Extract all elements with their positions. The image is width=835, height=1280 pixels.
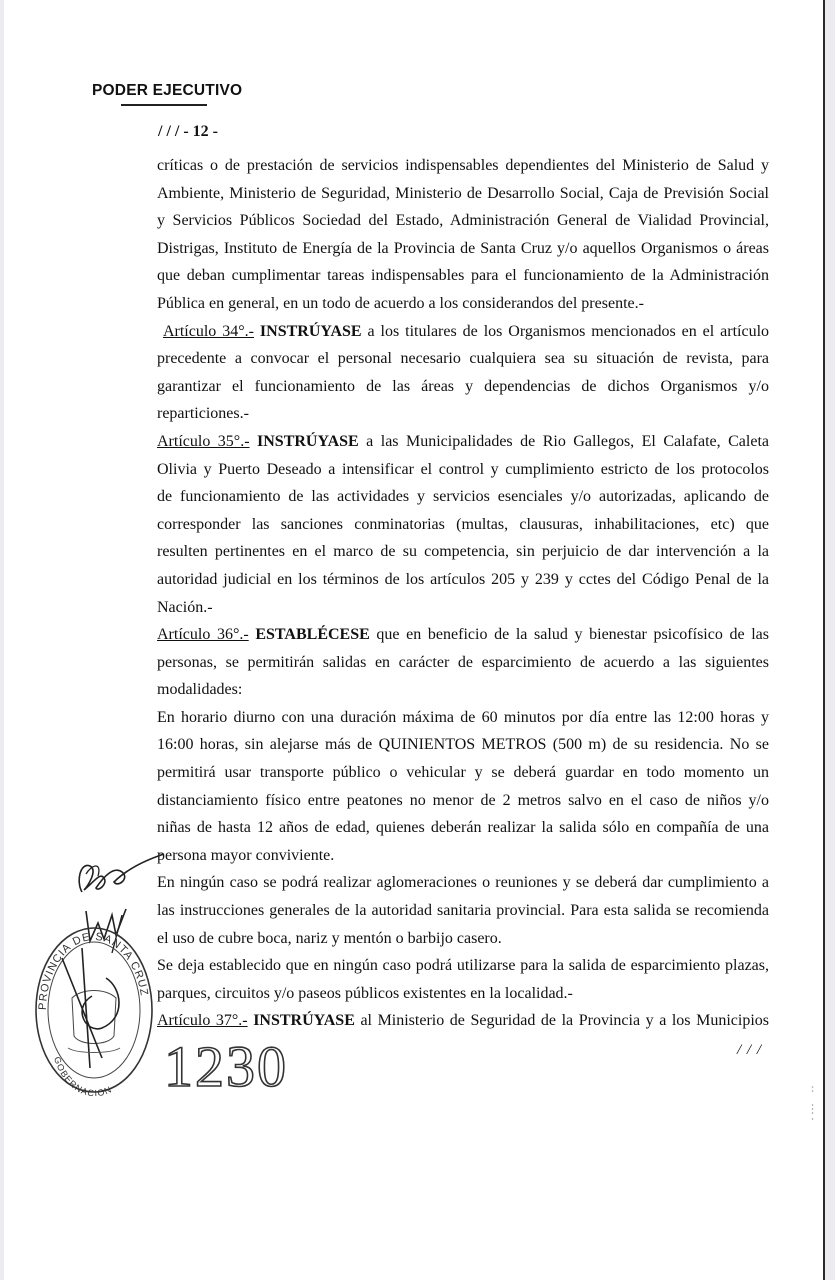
- decree-number-stamp: 1230: [164, 1034, 288, 1099]
- text-line: Nación.-: [157, 598, 213, 616]
- text-line: [157, 428, 769, 456]
- article-36: [157, 621, 769, 1007]
- scroll-indicator: [811, 1085, 814, 1125]
- paragraph-continuation: [157, 152, 769, 318]
- text-line: corresponder las sanciones conminatorias (multas, clausuras, inhabilitaciones, etc) que: [157, 515, 769, 533]
- article-35: [157, 428, 769, 621]
- text-line: de funcionamiento de las actividades y servicios esenciales y/o autorizadas, aplicando de: [157, 488, 769, 506]
- seal-top-text: PROVINCIA DE SANTA CRUZ: [36, 930, 151, 1011]
- text-line: que deban cumplimentar tareas indispensables para el funcionamiento de la Administración: [157, 267, 769, 285]
- text-line: y Servicios Públicos Sociedad del Estado, Administración General de Vialidad Provincial,: [157, 212, 769, 230]
- svg-text:PROVINCIA DE SANTA CRUZ: [37, 931, 150, 1010]
- text-line: resulten pertinentes en el marco de su competencia, sin perjuicio de dar intervención a la: [157, 543, 769, 561]
- article-text: que en beneficio de la salud y bienestar psicofísico de las: [369, 626, 770, 644]
- text-line: garantizar el funcionamiento de las áreas y dependencias de dichos Organismos y/o: [157, 377, 769, 395]
- text-line: Se deja establecido que en ningún caso podrá utilizarse para la salida de esparcimiento plazas,: [157, 957, 769, 975]
- official-seal-icon: [32, 918, 160, 1096]
- article-verb: ESTABLÉCESE: [255, 626, 370, 644]
- article-verb: INSTRÚYASE: [259, 322, 362, 340]
- article-37: [157, 1007, 769, 1035]
- text-line: modalidades:: [157, 681, 243, 699]
- document-page: [4, 0, 825, 1280]
- text-line: Ambiente, Ministerio de Seguridad, Ministerio de Desarrollo Social, Caja de Previsión Social: [157, 184, 769, 202]
- text-line: autoridad judicial en los términos de los artículos 205 y 239 y cctes del Código Penal de la: [157, 570, 769, 588]
- article-label: Artículo 34°.-: [162, 322, 254, 340]
- text-line: parques, circuitos y/o paseos públicos existentes en la localidad.-: [157, 984, 573, 1002]
- signature-icon: [74, 852, 166, 902]
- text-line: [157, 318, 769, 346]
- text-line: precedente a convocar el personal necesario cualquiera sea su situación de revista, para: [157, 350, 769, 368]
- text-line: el uso de cubre boca, nariz y mentón o barbijo casero.: [157, 929, 502, 947]
- text-line: críticas o de prestación de servicios indispensables dependientes del Ministerio de Salud y: [157, 157, 769, 174]
- article-verb: INSTRÚYASE: [257, 432, 359, 450]
- text-line: permitirá usar transporte público o vehicular y se deberá guardar en todo momento un: [157, 764, 769, 782]
- text-line: persona mayor conviviente.: [157, 846, 335, 864]
- text-line: niñas de hasta 12 años de edad, quienes deberán realizar la salida sólo en compañía de una: [157, 819, 769, 837]
- text-line: Distrigas, Instituto de Energía de la Provincia de Santa Cruz y/o aquellos Organismos o áreas: [157, 239, 769, 257]
- article-verb: INSTRÚYASE: [253, 1012, 355, 1030]
- text-line: 16:00 horas, sin alejarse más de QUINIENTOS METROS (500 m) de su residencia. No se: [157, 736, 769, 754]
- document-body: [157, 152, 769, 1035]
- article-label: Artículo 35°.-: [157, 432, 250, 450]
- article-text: al Ministerio de Seguridad de la Provincia y a los Municipios: [354, 1012, 770, 1030]
- continuation-mark: / / /: [737, 1042, 763, 1058]
- text-line: personas, se permitirán salidas en carácter de esparcimiento de acuerdo a las siguientes: [157, 653, 769, 671]
- text-line: [157, 1007, 769, 1035]
- seal-bottom-text: GOBERNACION: [52, 1055, 114, 1096]
- text-line: distanciamiento físico entre peatones no menor de 2 metros salvo en el caso de niños y/o: [157, 791, 769, 809]
- article-text: a los titulares de los Organismos mencionados en el artículo: [361, 322, 770, 340]
- text-line: las instrucciones generales de la autoridad sanitaria provincial. Para esta salida se recomienda: [157, 902, 769, 920]
- text-line: [157, 621, 769, 649]
- text-line: En horario diurno con una duración máxima de 60 minutos por día entre las 12:00 horas y: [157, 708, 769, 726]
- text-line: En ningún caso se podrá realizar aglomeraciones o reuniones y se deberá dar cumplimiento a: [157, 874, 769, 892]
- header-title: PODER EJECUTIVO: [92, 82, 243, 99]
- article-label: Artículo 37°.-: [157, 1012, 248, 1030]
- page-marker: / / / - 12 -: [158, 123, 218, 140]
- article-text: a las Municipalidades de Rio Gallegos, El Calafate, Caleta: [358, 432, 770, 450]
- article-label: Artículo 36°.-: [157, 626, 249, 644]
- text-line: reparticiones.-: [157, 405, 249, 423]
- text-line: Pública en general, en un todo de acuerdo a los considerandos del presente.-: [157, 294, 644, 312]
- article-34: [157, 318, 769, 428]
- header-underline: [121, 104, 207, 106]
- text-line: Olivia y Puerto Deseado a intensificar el control y cumplimiento estricto de los protocolos: [157, 460, 769, 478]
